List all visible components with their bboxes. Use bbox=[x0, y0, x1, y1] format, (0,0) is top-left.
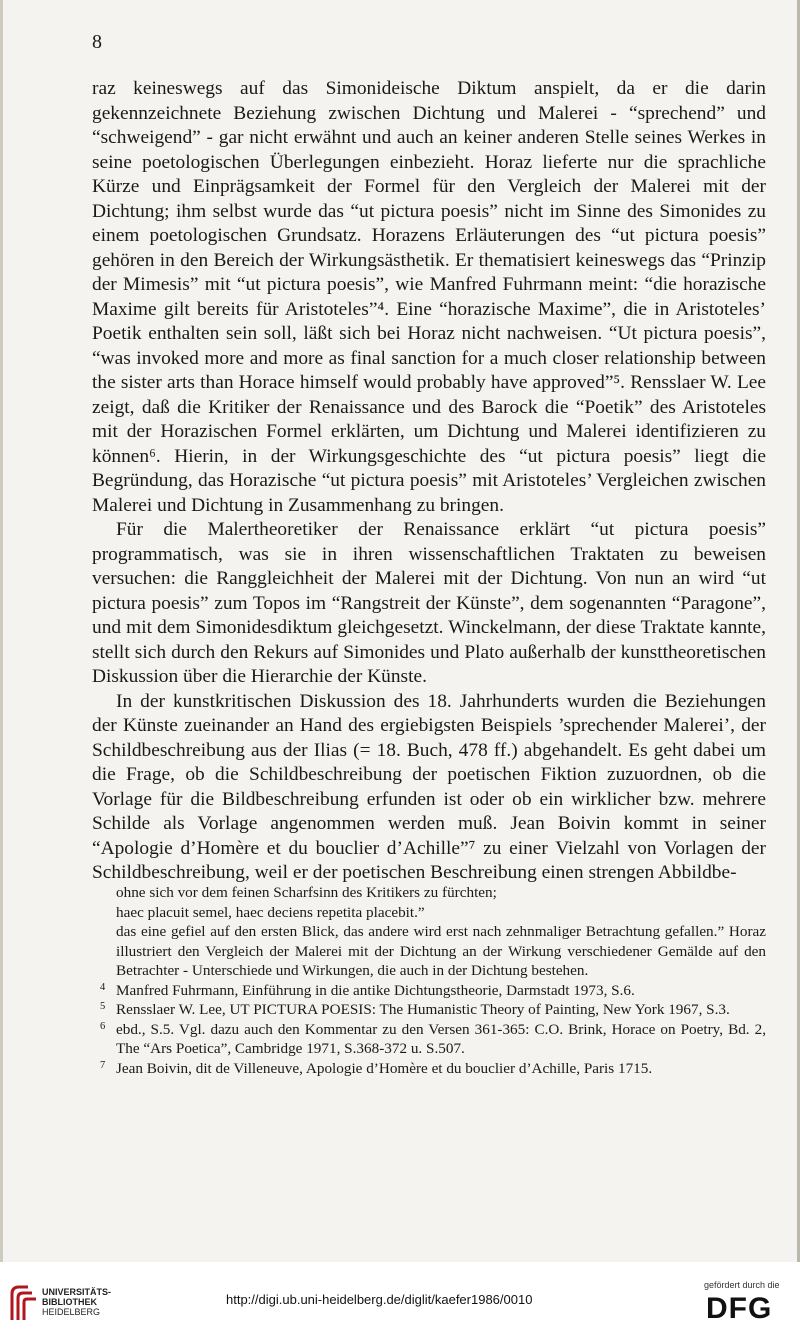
footnote bbox=[92, 1059, 766, 1079]
paragraph: Für die Malertheoretiker der Renaissance erklärt “ut pictura poesis” programmatisch, was sie in ihren wissenschaftlichen Traktaten zu beweisen versuchen: die Ranggleichheit der Malerei mit der Dichtung. Von nun an wird “ut pictura poesis” zum Topos im “Rangstreit der Künste”, dem sogenannten “Paragone”, und mit dem Simonidesdiktum gleichgesetzt. Winckelmann, der diese Traktate kannte, stellt sich durch den Rekurs auf Simonides und Plato außerhalb der kunsttheoretischen Diskussion über die Hierarchie der Künste. bbox=[92, 519, 766, 687]
footnote-number: 7 bbox=[100, 1059, 106, 1071]
footnote-text: ebd., S.5. Vgl. dazu auch den Kommentar zu den Versen 361-365: C.O. Brink, Horace on Poetry, Bd. 2, The “Ars Poetica”, Cambridge 1971, S.368-372 u. S.507. bbox=[116, 1020, 766, 1057]
university-library-name: UNIVERSITÄTS- BIBLIOTHEK HEIDELBERG bbox=[42, 1287, 112, 1317]
university-library-logo-icon bbox=[8, 1284, 38, 1322]
footnote-line: ohne sich vor dem feinen Scharfsinn des Kritikers zu fürchten; bbox=[116, 884, 497, 901]
footnote-text: Rensslaer W. Lee, UT PICTURA POESIS: The Humanistic Theory of Painting, New York 1967, S.3. bbox=[116, 1001, 730, 1018]
footnote bbox=[92, 981, 766, 1001]
footnote-number: 6 bbox=[100, 1020, 106, 1032]
footnotes bbox=[92, 883, 766, 1078]
dfg-logo: DFG bbox=[706, 1292, 773, 1325]
footnote-text: Jean Boivin, dit de Villeneuve, Apologie d’Homère et du bouclier d’Achille, Paris 1715. bbox=[116, 1059, 653, 1077]
body-text bbox=[92, 77, 766, 886]
permalink-url[interactable]: http://digi.ub.uni-heidelberg.de/diglit/kaefer1986/0010 bbox=[226, 1292, 533, 1307]
footnote-line: das eine gefiel auf den ersten Blick, das andere wird erst nach zehnmaliger Betrachtung gefallen.” Horaz illustriert den Vergleich der Malerei mit der Dichtung an der Wirkung verschiedener Gemälde auf den Betrachter - Unterschiede und Wirkungen, die auch in der Dichtung bestehen. bbox=[116, 923, 766, 979]
footnote-number: 4 bbox=[100, 981, 106, 993]
paragraph: raz keineswegs auf das Simonideische Diktum anspielt, da er die darin gekennzeichnete Beziehung zwischen Dichtung und Malerei - “sprechend” und “schweigend” - gar nicht erwähnt und auch an keiner anderen Stelle seines Werkes in seine poetologischen Überlegungen einbezieht. Horaz lieferte nur die sprachliche Kürze und Einprägsamkeit der Formel für den Vergleich der Malerei mit der Dichtung; ihm selbst wurde das “ut pictura poesis” nicht im Sinne des Simonides zu einem poetologischen Grundsatz. Horazens Erläuterungen des “ut pictura poesis” gehören in den Bereich der Wirkungsästhetik. Er thematisiert keineswegs das “Prinzip der Mimesis” mit “ut pictura poesis”, wie Manfred Fuhrmann meint: “die horazische Maxime gilt bereits für Aristoteles”⁴. Eine “horazische Maxime”, die in Aristoteles’ Poetik enthalten sein soll, läßt sich bei Horaz nicht nachweisen. “Ut pictura poesis”, “was invoked more and more as final sanction for a much closer relationship between the sister arts than Horace himself would probably have approved”⁵. Rensslaer W. Lee zeigt, daß die Kritiker der Renaissance und des Barock die “Poetik” des Aristoteles mit der Horazischen Formel erklärten, um Dichtung und Malerei identifizieren zu können⁶. Hierin, in der Wirkungsgeschichte des “ut pictura poesis” liegt die Begründung, das Horazische “ut pictura poesis” mit Aristoteles’ Vergleichen zwischen Malerei und Dichtung in Zusammenhang zu bringen. bbox=[92, 78, 766, 516]
footnote bbox=[92, 1020, 766, 1059]
footnote-line: haec placuit semel, haec deciens repetita placebit.” bbox=[116, 903, 425, 921]
footnote-text: Manfred Fuhrmann, Einführung in die antike Dichtungstheorie, Darmstadt 1973, S.6. bbox=[116, 981, 635, 999]
footer-bar bbox=[0, 1262, 800, 1333]
footnote bbox=[92, 1000, 766, 1020]
paragraph: In der kunstkritischen Diskussion des 18. Jahrhunderts wurden die Beziehungen der Künste zueinander an Hand des ergiebigsten Beispiels ’sprechender Malerei’, der Schildbeschreibung aus der Ilias (= 18. Buch, 478 ff.) abgehandelt. Es geht dabei um die Frage, ob die Schildbeschreibung der poetischen Fiktion zuzuordnen, ob die Vorlage für die Bildbeschreibung erfunden ist oder ob ein wirklicher bzw. mehrere Schilde als Vorlage angenommen werden muß. Jean Boivin kommt in seiner “Apologie d’Homère et du bouclier d’Achille”⁷ zu einer Vielzahl von Vorlagen der Schildbeschreibung, weil er der poetischen Beschreibung einen strengen Abbildbe- bbox=[92, 690, 766, 883]
footnote-number: 5 bbox=[100, 1001, 106, 1012]
footnote-continuation bbox=[92, 883, 766, 981]
page-number: 8 bbox=[92, 31, 102, 53]
funder-label: gefördert durch die bbox=[704, 1280, 780, 1290]
page-edge-left bbox=[0, 0, 3, 1262]
